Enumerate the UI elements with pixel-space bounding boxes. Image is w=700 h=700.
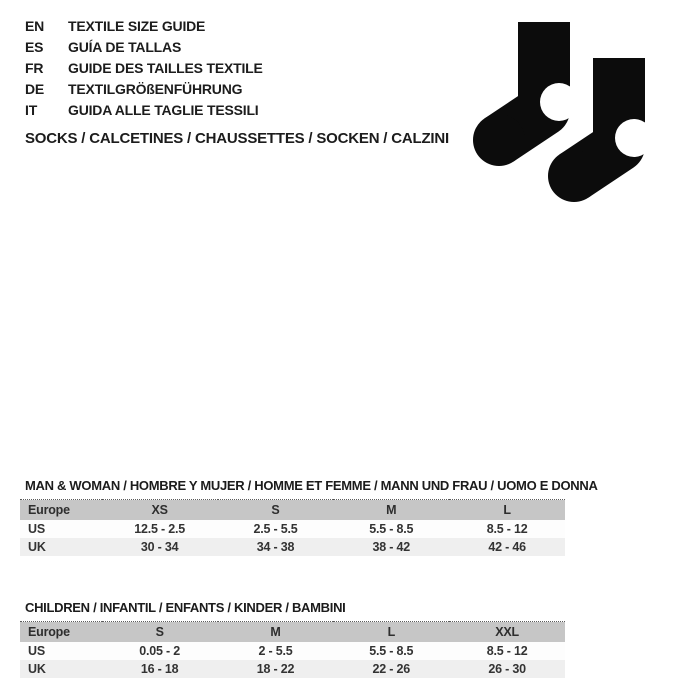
column-header-region: Europe [20, 500, 102, 521]
region-cell: UK [20, 660, 102, 678]
table-row-us [20, 520, 565, 538]
size-table-children [20, 621, 565, 678]
column-header-size-s: S [102, 622, 218, 643]
size-cell: 34 - 38 [218, 538, 334, 556]
region-cell: US [20, 642, 102, 660]
language-row-en [25, 15, 263, 36]
sock-left-icon [473, 22, 578, 166]
size-cell: 38 - 42 [333, 538, 449, 556]
size-cell: 8.5 - 12 [449, 642, 565, 660]
column-header-size-l: L [449, 500, 565, 521]
language-title: TEXTILE SIZE GUIDE [68, 17, 206, 34]
size-cell: 30 - 34 [102, 538, 218, 556]
language-title-list [25, 15, 263, 120]
size-cell: 5.5 - 8.5 [333, 520, 449, 538]
table-row-uk [20, 538, 565, 556]
size-cell: 0.05 - 2 [102, 642, 218, 660]
language-row-de [25, 78, 263, 99]
column-header-region: Europe [20, 622, 102, 643]
size-cell: 12.5 - 2.5 [102, 520, 218, 538]
column-header-size-s: S [218, 500, 334, 521]
size-table-man-woman [20, 499, 565, 556]
size-cell: 2 - 5.5 [218, 642, 334, 660]
table-header-row [20, 500, 565, 521]
size-cell: 2.5 - 5.5 [218, 520, 334, 538]
language-code: IT [25, 101, 38, 118]
language-title: GUÍA DE TALLAS [68, 38, 182, 55]
language-code: FR [25, 59, 44, 76]
table-title-man-woman: MAN & WOMAN / HOMBRE Y MUJER / HOMME ET FEMME / MANN UND FRAU / UOMO E DONNA [25, 478, 598, 493]
language-row-es [25, 36, 263, 57]
socks-icon [468, 12, 664, 208]
language-row-fr [25, 57, 263, 78]
table-row-us [20, 642, 565, 660]
language-title: GUIDE DES TAILLES TEXTILE [68, 59, 263, 76]
column-header-size-m: M [333, 500, 449, 521]
region-cell: US [20, 520, 102, 538]
product-category-line: SOCKS / CALCETINES / CHAUSSETTES / SOCKEN / CALZINI [25, 130, 450, 147]
size-cell: 8.5 - 12 [449, 520, 565, 538]
table-row-uk [20, 660, 565, 678]
language-title: TEXTILGRÖßENFÜHRUNG [68, 80, 243, 97]
table-header-row [20, 622, 565, 643]
language-code: DE [25, 80, 45, 97]
size-cell: 22 - 26 [333, 660, 449, 678]
column-header-size-xs: XS [102, 500, 218, 521]
region-cell: UK [20, 538, 102, 556]
column-header-size-m: M [218, 622, 334, 643]
column-header-size-l: L [333, 622, 449, 643]
column-header-size-xxl: XXL [449, 622, 565, 643]
size-cell: 5.5 - 8.5 [333, 642, 449, 660]
language-row-it [25, 99, 263, 120]
size-cell: 42 - 46 [449, 538, 565, 556]
language-title: GUIDA ALLE TAGLIE TESSILI [68, 101, 259, 118]
language-code: ES [25, 38, 44, 55]
table-title-children: CHILDREN / INFANTIL / ENFANTS / KINDER / BAMBINI [25, 600, 346, 615]
size-cell: 18 - 22 [218, 660, 334, 678]
size-cell: 26 - 30 [449, 660, 565, 678]
language-code: EN [25, 17, 45, 34]
size-cell: 16 - 18 [102, 660, 218, 678]
